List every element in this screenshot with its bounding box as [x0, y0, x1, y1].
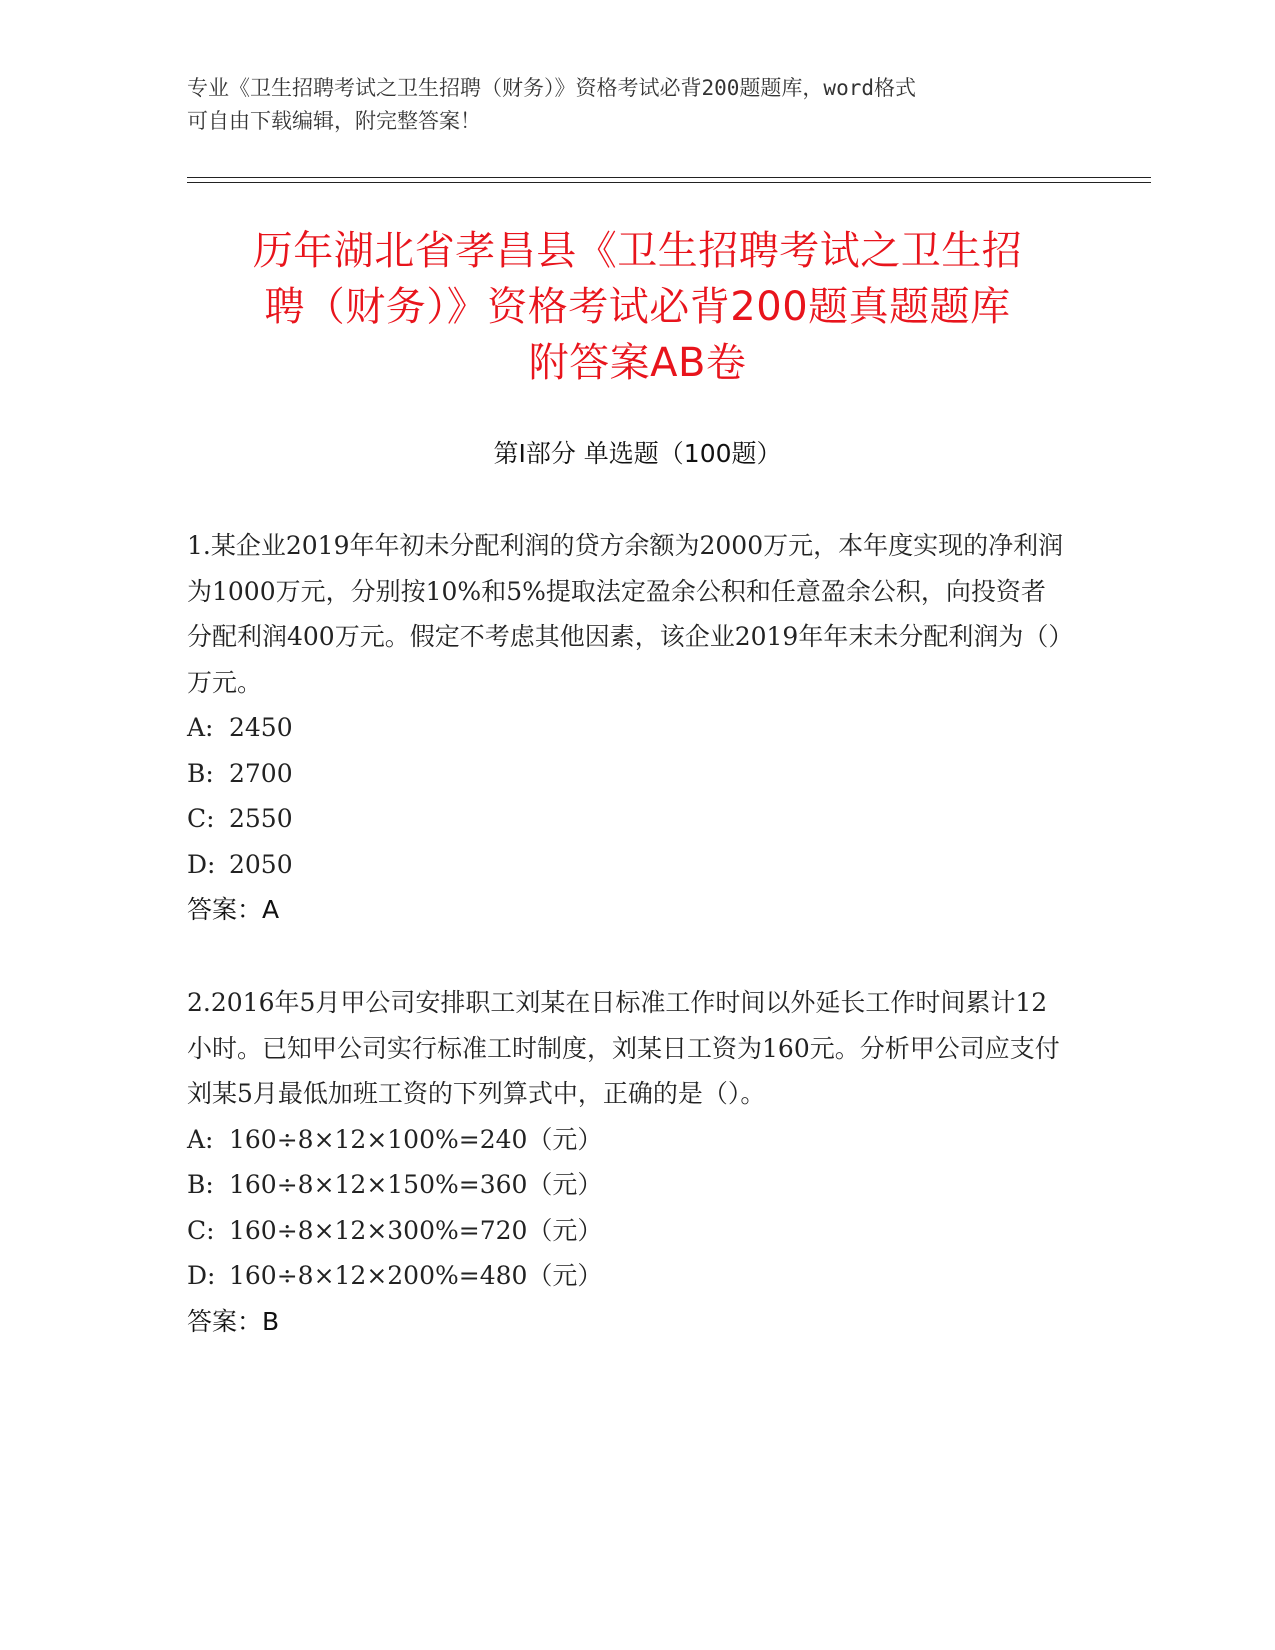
option-d	[187, 1253, 1067, 1299]
option-c	[187, 796, 1067, 842]
option-label: D:	[187, 849, 216, 879]
option-text: 2050	[229, 849, 293, 879]
option-b	[187, 751, 1067, 797]
document-title-line-1: 历年湖北省孝昌县《卫生招聘考试之卫生招	[252, 228, 1023, 274]
question-1	[187, 523, 1067, 933]
option-text: 160÷8×12×300%=720（元）	[229, 1215, 603, 1245]
option-label: C:	[187, 1215, 215, 1245]
header-divider-top	[187, 177, 1151, 178]
option-text: 2550	[229, 804, 293, 833]
option-a	[187, 705, 1067, 751]
option-text: 2700	[229, 758, 293, 788]
option-label: B:	[187, 758, 214, 788]
option-list	[187, 705, 1067, 887]
document-title	[160, 223, 1115, 391]
question-2	[187, 980, 1067, 1344]
option-text: 160÷8×12×100%=240（元）	[229, 1124, 603, 1154]
header-note-line-1: 专业《卫生招聘考试之卫生招聘（财务）》资格考试必背200题题库，word格式	[187, 76, 916, 100]
option-text: 160÷8×12×150%=360（元）	[229, 1170, 603, 1199]
option-list	[187, 1117, 1067, 1299]
option-a	[187, 1117, 1067, 1163]
option-label: A:	[187, 1124, 214, 1154]
header-note	[187, 72, 1067, 138]
document-title-line-3: 附答案AB卷	[528, 340, 747, 386]
option-label: C:	[187, 804, 215, 833]
option-text: 160÷8×12×200%=480（元）	[229, 1261, 603, 1290]
answer: 答案：B	[187, 1306, 280, 1336]
question-text: 2.2016年5月甲公司安排职工刘某在日标准工作时间以外延长工作时间累计12小时。已知甲公司实行标准工时制度，刘某日工资为160元。分析甲公司应支付刘某5月最低加班工资的下列算式中，正确的是（）。	[187, 988, 1060, 1108]
header-note-line-2: 可自由下载编辑，附完整答案！	[187, 109, 481, 133]
answer: 答案：A	[187, 895, 280, 924]
document-title-line-2: 聘（财务）》资格考试必背200题真题题库	[264, 284, 1011, 330]
option-text: 2450	[229, 713, 293, 742]
option-label: A:	[187, 713, 214, 742]
question-text: 1.某企业2019年年初未分配利润的贷方余额为2000万元，本年度实现的净利润为1000万元，分别按10%和5%提取法定盈余公积和任意盈余公积，向投资者分配利润400万元。假定不考虑其他因素，该企业2019年年末未分配利润为（）万元。	[187, 531, 1064, 697]
option-label: D:	[187, 1261, 216, 1290]
section-title: 第Ⅰ部分 单选题（100题）	[493, 439, 782, 468]
option-d	[187, 842, 1067, 888]
header-divider-bottom	[187, 182, 1151, 183]
option-b	[187, 1162, 1067, 1208]
option-label: B:	[187, 1170, 214, 1199]
option-c	[187, 1208, 1067, 1254]
